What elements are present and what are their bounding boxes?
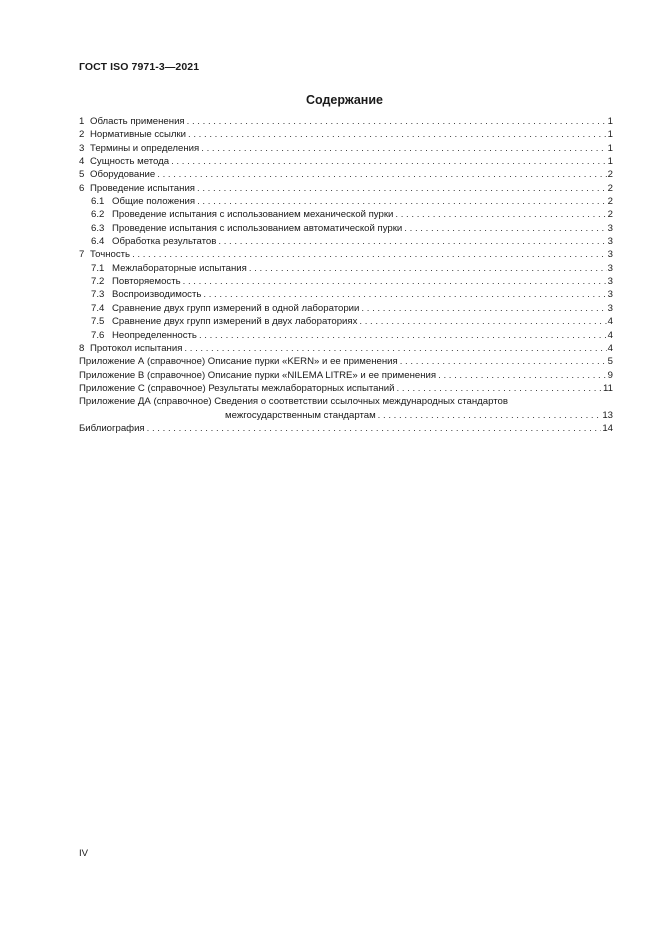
document-standard-code: ГОСТ ISO 7971-3—2021 (79, 61, 200, 73)
toc-entry[interactable] (79, 248, 613, 261)
toc-entry[interactable] (79, 128, 613, 141)
toc-entry-page: 2 (607, 196, 613, 208)
toc-dot-leader (218, 235, 606, 248)
toc-entry-title: Повторяемость (112, 276, 181, 288)
toc-dot-leader (359, 315, 606, 328)
toc-entry-number: 7.1 (91, 262, 105, 274)
toc-entry-page: 3 (607, 249, 613, 261)
toc-entry-number: 7.2 (91, 276, 105, 288)
toc-entry-title: Оборудование (90, 169, 156, 181)
toc-entry-title: Проведение испытания с использованием автоматической пурки (112, 222, 403, 234)
toc-entry[interactable] (79, 182, 613, 195)
toc-entry[interactable] (79, 329, 613, 342)
toc-entry-page: 3 (607, 262, 613, 274)
toc-entry-title: межгосударственным стандартам (225, 409, 376, 421)
toc-dot-leader (197, 195, 607, 208)
toc-dot-leader (183, 275, 607, 288)
toc-entry-number: 7.3 (91, 289, 105, 301)
toc-entry-title: Нормативные ссылки (90, 129, 187, 141)
toc-entry-number: 5 (79, 169, 85, 181)
toc-entry-page: 2 (607, 182, 613, 194)
toc-dot-leader (187, 115, 607, 128)
toc-entry-page: 3 (607, 222, 613, 234)
toc-entry[interactable] (79, 235, 613, 248)
toc-entry-number: 7 (79, 249, 85, 261)
toc-entry-title: Библиография (79, 422, 145, 434)
toc-entry[interactable] (79, 395, 613, 408)
toc-entry-number: 6.4 (91, 236, 105, 248)
toc-entry-page: 3 (607, 236, 613, 248)
toc-dot-leader (378, 409, 602, 422)
toc-dot-leader (197, 182, 607, 195)
toc-dot-leader (147, 422, 602, 435)
toc-entry-number: 3 (79, 142, 85, 154)
toc-entry[interactable] (79, 409, 613, 422)
toc-entry[interactable] (79, 315, 613, 328)
toc-dot-leader (203, 288, 606, 301)
toc-dot-leader (396, 382, 602, 395)
toc-entry-title: Приложение В (справочное) Описание пурки «NILEMA LITRE» и ее применения (79, 369, 437, 381)
toc-entry-title: Проведение испытания с использованием механической пурки (112, 209, 394, 221)
toc-dot-leader (157, 168, 606, 181)
toc-entry[interactable] (79, 208, 613, 221)
toc-dot-leader (361, 302, 606, 315)
toc-entry-title: Приложение С (справочное) Результаты межлабораторных испытаний (79, 382, 395, 394)
page-number: IV (79, 848, 89, 859)
toc-entry-number: 7.5 (91, 316, 105, 328)
toc-entry-page: 4 (607, 329, 613, 341)
toc-entry-number: 6.1 (91, 196, 105, 208)
toc-title: Содержание (305, 93, 383, 107)
toc-entry-title: Межлабораторные испытания (112, 262, 247, 274)
toc-entry[interactable] (79, 382, 613, 395)
toc-entry-page: 2 (607, 169, 613, 181)
toc-entry[interactable] (79, 342, 613, 355)
toc-entry-title: Точность (90, 249, 131, 261)
toc-dot-leader (395, 208, 606, 221)
toc-entry[interactable] (79, 288, 613, 301)
toc-entry-page: 2 (607, 209, 613, 221)
toc-entry-page: 11 (603, 382, 613, 394)
toc-entry[interactable] (79, 422, 613, 435)
toc-entry[interactable] (79, 262, 613, 275)
toc-entry-number: 6.2 (91, 209, 105, 221)
toc-entry-title: Сущность метода (90, 156, 170, 168)
toc-entry[interactable] (79, 222, 613, 235)
toc-entry[interactable] (79, 155, 613, 168)
toc-entry-number: 2 (79, 129, 85, 141)
toc-entry-number: 6 (79, 182, 85, 194)
toc-entry[interactable] (79, 369, 613, 382)
table-of-contents (79, 115, 613, 435)
toc-entry-page: 4 (607, 316, 613, 328)
toc-entry[interactable] (79, 302, 613, 315)
toc-entry-page: 14 (602, 422, 613, 434)
toc-entry-title: Протокол испытания (90, 342, 183, 354)
toc-entry-title: Сравнение двух групп измерений в одной лаборатории (112, 302, 360, 314)
toc-entry-title: Приложение ДА (справочное) Сведения о соответствии ссылочных международных стандартов (79, 396, 508, 408)
toc-entry-number: 1 (79, 116, 85, 127)
toc-entry-number: 6.3 (91, 222, 105, 234)
toc-entry-title: Общие положения (112, 196, 196, 208)
toc-entry[interactable] (79, 275, 613, 288)
toc-entry-page: 3 (607, 276, 613, 288)
toc-entry-title: Термины и определения (90, 142, 200, 154)
toc-dot-leader (184, 342, 606, 355)
toc-dot-leader (249, 262, 607, 275)
toc-entry[interactable] (79, 168, 613, 181)
toc-dot-leader (171, 155, 607, 168)
toc-dot-leader (400, 355, 607, 368)
toc-entry-page: 1 (607, 116, 613, 127)
toc-entry[interactable] (79, 195, 613, 208)
toc-entry[interactable] (79, 115, 613, 128)
toc-dot-leader (404, 222, 606, 235)
toc-entry-page: 3 (607, 289, 613, 301)
toc-entry-title: Приложение А (справочное) Описание пурки «KERN» и ее применения (79, 356, 398, 368)
toc-entry-title: Воспроизводимость (112, 289, 202, 301)
toc-entry-title: Область применения (90, 116, 185, 127)
toc-entry-title: Обработка результатов (112, 236, 217, 248)
toc-entry-page: 1 (607, 156, 613, 168)
toc-entry-page: 5 (607, 356, 613, 368)
toc-entry-number: 7.4 (91, 302, 105, 314)
toc-entry-page: 13 (602, 409, 613, 421)
toc-entry-page: 1 (607, 142, 613, 154)
toc-entry-title: Проведение испытания (90, 182, 195, 194)
toc-entry-page: 3 (607, 302, 613, 314)
toc-entry-number: 7.6 (91, 329, 105, 341)
toc-entry[interactable] (79, 142, 613, 155)
toc-entry-title: Неопределенность (112, 329, 197, 341)
toc-entry-page: 1 (607, 129, 613, 141)
toc-dot-leader (199, 329, 607, 342)
toc-entry-page: 4 (607, 342, 613, 354)
toc-entry-number: 4 (79, 156, 85, 168)
toc-entry-page: 9 (607, 369, 613, 381)
toc-dot-leader (438, 369, 607, 382)
toc-entry[interactable] (79, 355, 613, 368)
toc-dot-leader (132, 248, 607, 261)
toc-entry-title: Сравнение двух групп измерений в двух лабораториях (112, 316, 358, 328)
toc-entry-number: 8 (79, 342, 85, 354)
toc-dot-leader (188, 128, 607, 141)
toc-dot-leader (201, 142, 606, 155)
